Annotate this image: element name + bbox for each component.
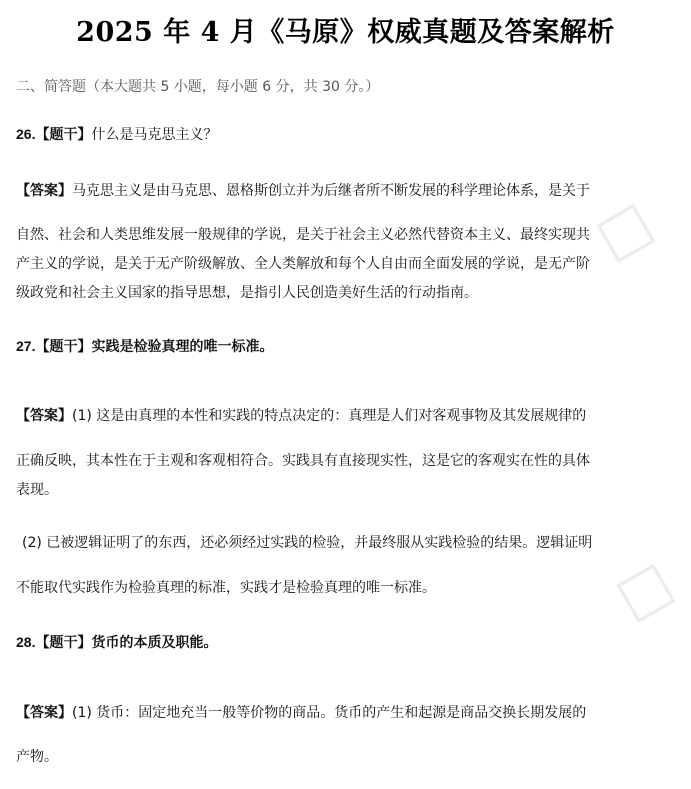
answer-line xyxy=(16,405,586,425)
answer-line: 产主义的学说，是关于无产阶级解放、全人类解放和每个人自由而全面发展的学说，是无产阶 xyxy=(16,256,590,272)
question-26 xyxy=(16,124,217,144)
answer-line xyxy=(16,702,586,722)
question-number: 28. xyxy=(16,634,36,650)
section-heading: 二、简答题（本大题共 5 小题，每小题 6 分，共 30 分。） xyxy=(16,79,380,95)
answer-text: 马克思主义是由马克思、恩格斯创立并为后继者所不断发展的科学理论体系，是关于 xyxy=(72,183,590,199)
question-tag: 【题干】 xyxy=(35,127,92,143)
question-27 xyxy=(16,336,273,356)
question-text: 货币的本质及职能。 xyxy=(91,635,218,651)
answer-line: 不能取代实践作为检验真理的标准，实践才是检验真理的唯一标准。 xyxy=(16,580,436,596)
answer-line: 表现。 xyxy=(16,482,58,498)
answer-line: 自然、社会和人类思维发展一般规律的学说，是关于社会主义必然代替资本主义、最终实现共 xyxy=(16,227,590,243)
question-text: 实践是检验真理的唯一标准。 xyxy=(91,339,274,355)
question-text: 什么是马克思主义？ xyxy=(91,127,218,143)
answer-tag: 【答案】 xyxy=(16,705,72,721)
answer-line: (2) 已被逻辑证明了的东西，还必须经过实践的检验，并最终服从实践检验的结果。逻辑证明 xyxy=(22,535,593,551)
answer-line xyxy=(16,180,590,200)
answer-text: (1) 这是由真理的本性和实践的特点决定的：真理是人们对客观事物及其发展规律的 xyxy=(72,408,587,424)
answer-line: 级政党和社会主义国家的指导思想，是指引人民创造美好生活的行动指南。 xyxy=(16,285,478,301)
page-title: 2025 年 4 月《马原》权威真题及答案解析 xyxy=(76,17,615,48)
question-tag: 【题干】 xyxy=(35,635,92,651)
answer-text: (1) 货币：固定地充当一般等价物的商品。货币的产生和起源是商品交换长期发展的 xyxy=(72,705,587,721)
question-number: 26. xyxy=(16,126,36,142)
question-28 xyxy=(16,632,217,652)
answer-line: 产物。 xyxy=(16,749,58,765)
answer-tag: 【答案】 xyxy=(16,183,72,199)
watermark: ☐ xyxy=(586,191,668,279)
question-tag: 【题干】 xyxy=(35,339,92,355)
watermark: ☐ xyxy=(606,551,688,639)
answer-tag: 【答案】 xyxy=(16,408,72,424)
question-number: 27. xyxy=(16,338,36,354)
answer-line: 正确反映，其本性在于主观和客观相符合。实践具有直接现实性，这是它的客观实在性的具体 xyxy=(16,453,590,469)
